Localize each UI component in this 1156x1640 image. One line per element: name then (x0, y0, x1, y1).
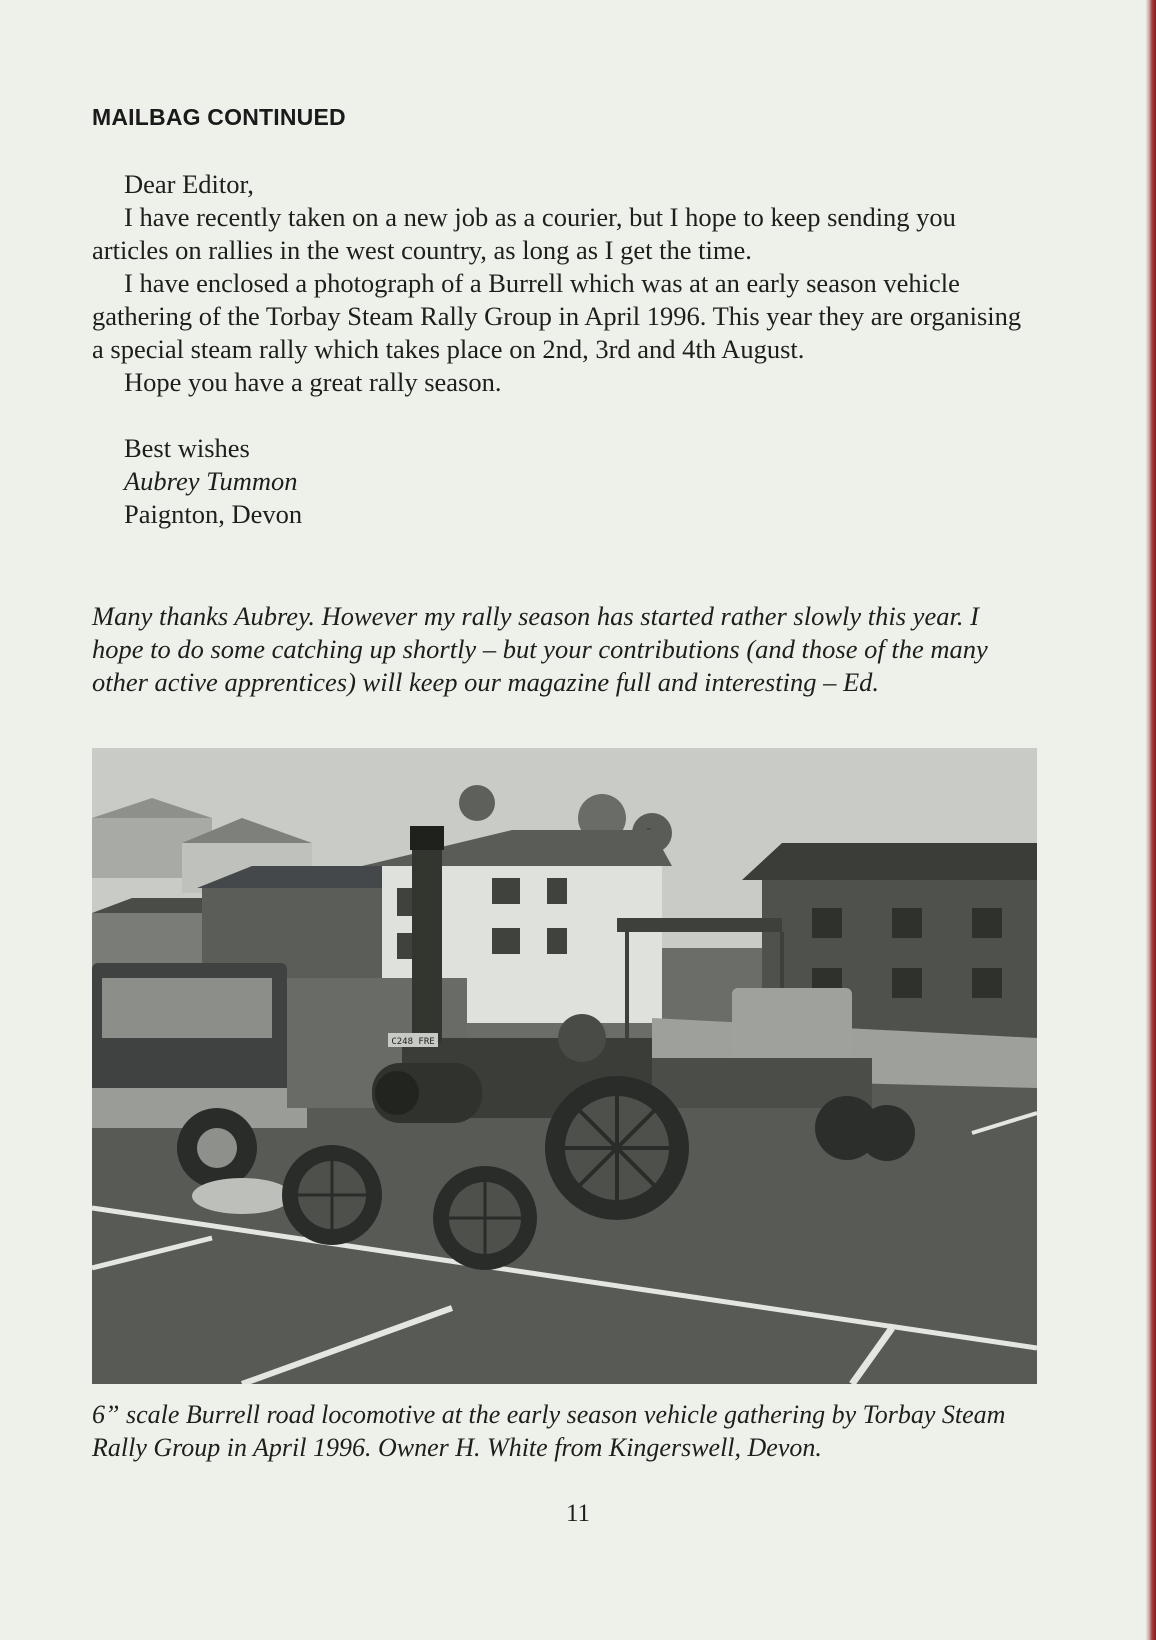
letter-body (92, 168, 1037, 531)
burrell-photo (92, 748, 1037, 1384)
page-number: 11 (565, 1500, 591, 1527)
letter-paragraph-2: I have enclosed a photograph of a Burrell which was at an early season vehicle gathering of the Torbay Steam Rally Group in April 1996. This year they are organising a special steam rally which takes place on 2nd, 3rd and 4th August. (92, 268, 1022, 364)
page-edge (1146, 0, 1156, 1640)
letter-closing: Best wishes (124, 433, 250, 463)
letter-salutation: Dear Editor, (124, 169, 254, 199)
letter-paragraph-1: I have recently taken on a new job as a courier, but I hope to keep sending you articles on rallies in the west country, as long as I get the time. (92, 202, 956, 265)
letter-location: Paignton, Devon (124, 499, 303, 529)
section-heading: MAILBAG CONTINUED (92, 104, 346, 130)
letter-paragraph-3: Hope you have a great rally season. (124, 367, 502, 397)
letter-signature: Aubrey Tummon (124, 466, 298, 496)
photo-caption: 6” scale Burrell road locomotive at the early season vehicle gathering by Torbay Steam Rally Group in April 1996. Owner H. White from Kingerswell, Devon. (92, 1400, 1006, 1462)
editor-reply: Many thanks Aubrey. However my rally season has started rather slowly this year. I hope to do some catching up shortly – but your contributions (and those of the many other active apprentices) will keep our magazine full and interesting – Ed. (92, 601, 988, 697)
number-plate: C248 FRE (391, 1037, 435, 1047)
